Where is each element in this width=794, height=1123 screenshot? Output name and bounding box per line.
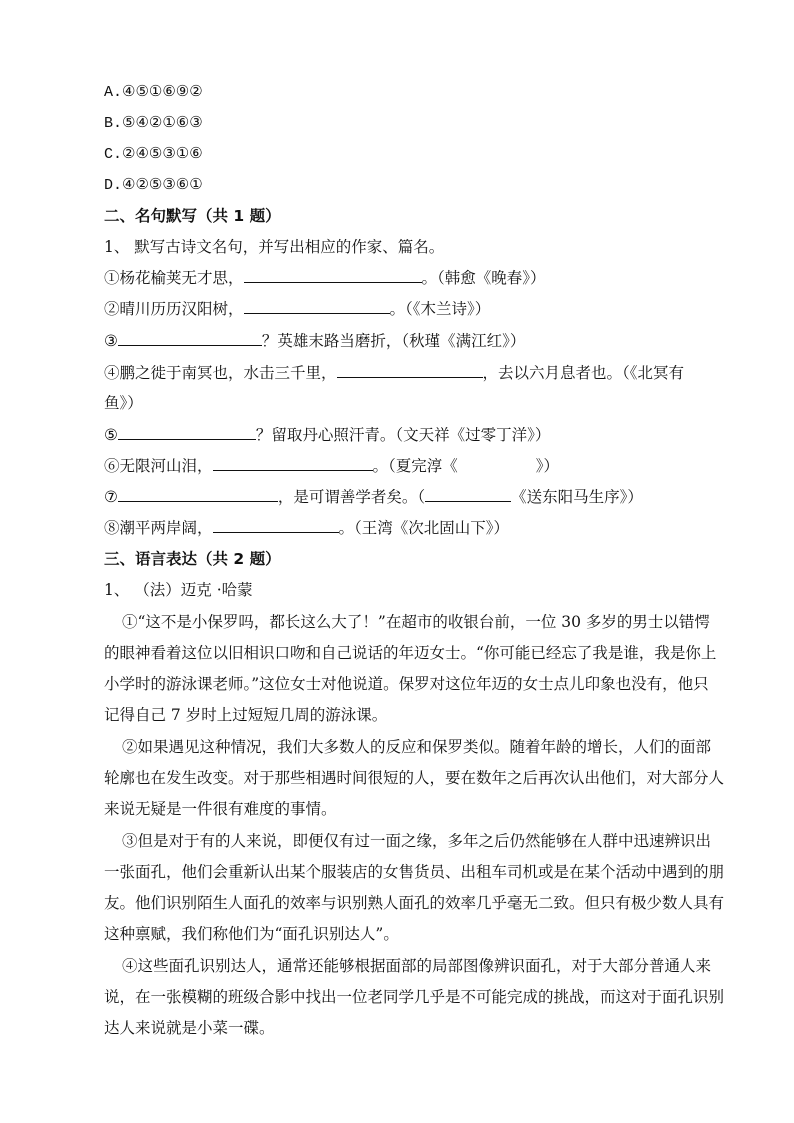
quote-item-3: ③ ？英雄末路当磨折，（秋瑾《满江红》） (104, 332, 526, 350)
passage-line: 达人来说就是小菜一碟。 (104, 1019, 275, 1037)
quote-item-5: ⑤ ？留取丹心照汗青。（文天祥《过零丁洋》） (104, 426, 551, 444)
passage-line: 轮廓也在发生改变。对于那些相遇时间很短的人，要在数年之后再次认出他们，对大部分人 (104, 769, 725, 787)
passage-line: 友。他们识别陌生人面孔的效率与识别熟人面孔的效率几乎毫无二致。但只有极少数人具有 (104, 894, 725, 912)
quote-item-8: ⑧潮平两岸阔， 。（王湾《次北固山下》） (104, 519, 510, 537)
option-a: A.④⑤①⑥⑨② (104, 84, 203, 101)
section-heading-3: 三、语言表达（共 2 题） (104, 550, 281, 568)
answer-blank[interactable] (118, 425, 256, 440)
passage-line: 说，在一张模糊的班级合影中找出一位老同学几乎是不可能完成的挑战，而这对于面孔识别 (104, 988, 725, 1006)
section-heading-2: 二、名句默写（共 1 题） (104, 207, 281, 225)
answer-blank[interactable] (244, 268, 422, 283)
answer-blank[interactable] (118, 331, 262, 346)
passage-line: ③但是对于有的人来说，即便仅有过一面之缘，多年之后仍然能够在人群中迅速辨识出 (122, 832, 712, 850)
passage-line: 一张面孔，他们会重新认出某个服装店的女售货员、出租车司机或是在某个活动中遇到的朋 (104, 863, 725, 881)
question-2-1: 1、 默写古诗文名句，并写出相应的作家、篇名。 (104, 238, 445, 256)
passage-line: ②如果遇见这种情况，我们大多数人的反应和保罗类似。随着年龄的增长，人们的面部 (122, 738, 712, 756)
passage-line: 的眼神看着这位以旧相识口吻和自己说话的年迈女士。“你可能已经忘了我是谁，我是你上 (104, 644, 717, 662)
answer-blank[interactable] (213, 456, 373, 471)
passage-line: ④这些面孔识别达人，通常还能够根据面部的局部图像辨识面孔，对于大部分普通人来 (122, 957, 712, 975)
answer-blank[interactable] (244, 299, 390, 314)
passage-line: 这种禀赋，我们称他们为“面孔识别达人”。 (104, 925, 399, 943)
answer-blank[interactable] (337, 363, 483, 378)
author-blank[interactable] (425, 487, 511, 502)
quote-item-4: ④鹏之徙于南冥也，水击三千里， ，去以六月息者也。（《北冥有 (104, 364, 685, 382)
option-c: C.②④⑤③①⑥ (104, 146, 203, 163)
quote-item-2: ②晴川历历汉阳树， 。（《木兰诗》） (104, 300, 491, 318)
quote-item-7: ⑦ ，是可谓善学者矣。（ 《送东阳马生序》） (104, 488, 643, 506)
passage-line: 记得自己 7 岁时上过短短几周的游泳课。 (104, 706, 388, 724)
passage-line: 小学时的游泳课老师。”这位女士对他说道。保罗对这位年迈的女士点儿印象也没有，他只 (104, 675, 709, 693)
answer-blank[interactable] (213, 518, 339, 533)
question-3-1: 1、 （法）迈克 ·哈蒙 (104, 581, 253, 599)
option-b: B.⑤④②①⑥③ (104, 115, 203, 132)
quote-item-6: ⑥无限河山泪， 。（夏完淳《 》） (104, 457, 560, 475)
answer-blank[interactable] (118, 487, 278, 502)
passage-line: 来说无疑是一件很有难度的事情。 (104, 800, 337, 818)
quote-item-4-cont: 鱼》） (104, 394, 143, 412)
passage-line: ①“这不是小保罗吗，都长这么大了！”在超市的收银台前，一位 30 多岁的男士以错愕 (122, 613, 710, 631)
option-d: D.④②⑤③⑥① (104, 177, 203, 194)
quote-item-1: ①杨花榆荚无才思， 。（韩愈《晚春》） (104, 269, 546, 287)
